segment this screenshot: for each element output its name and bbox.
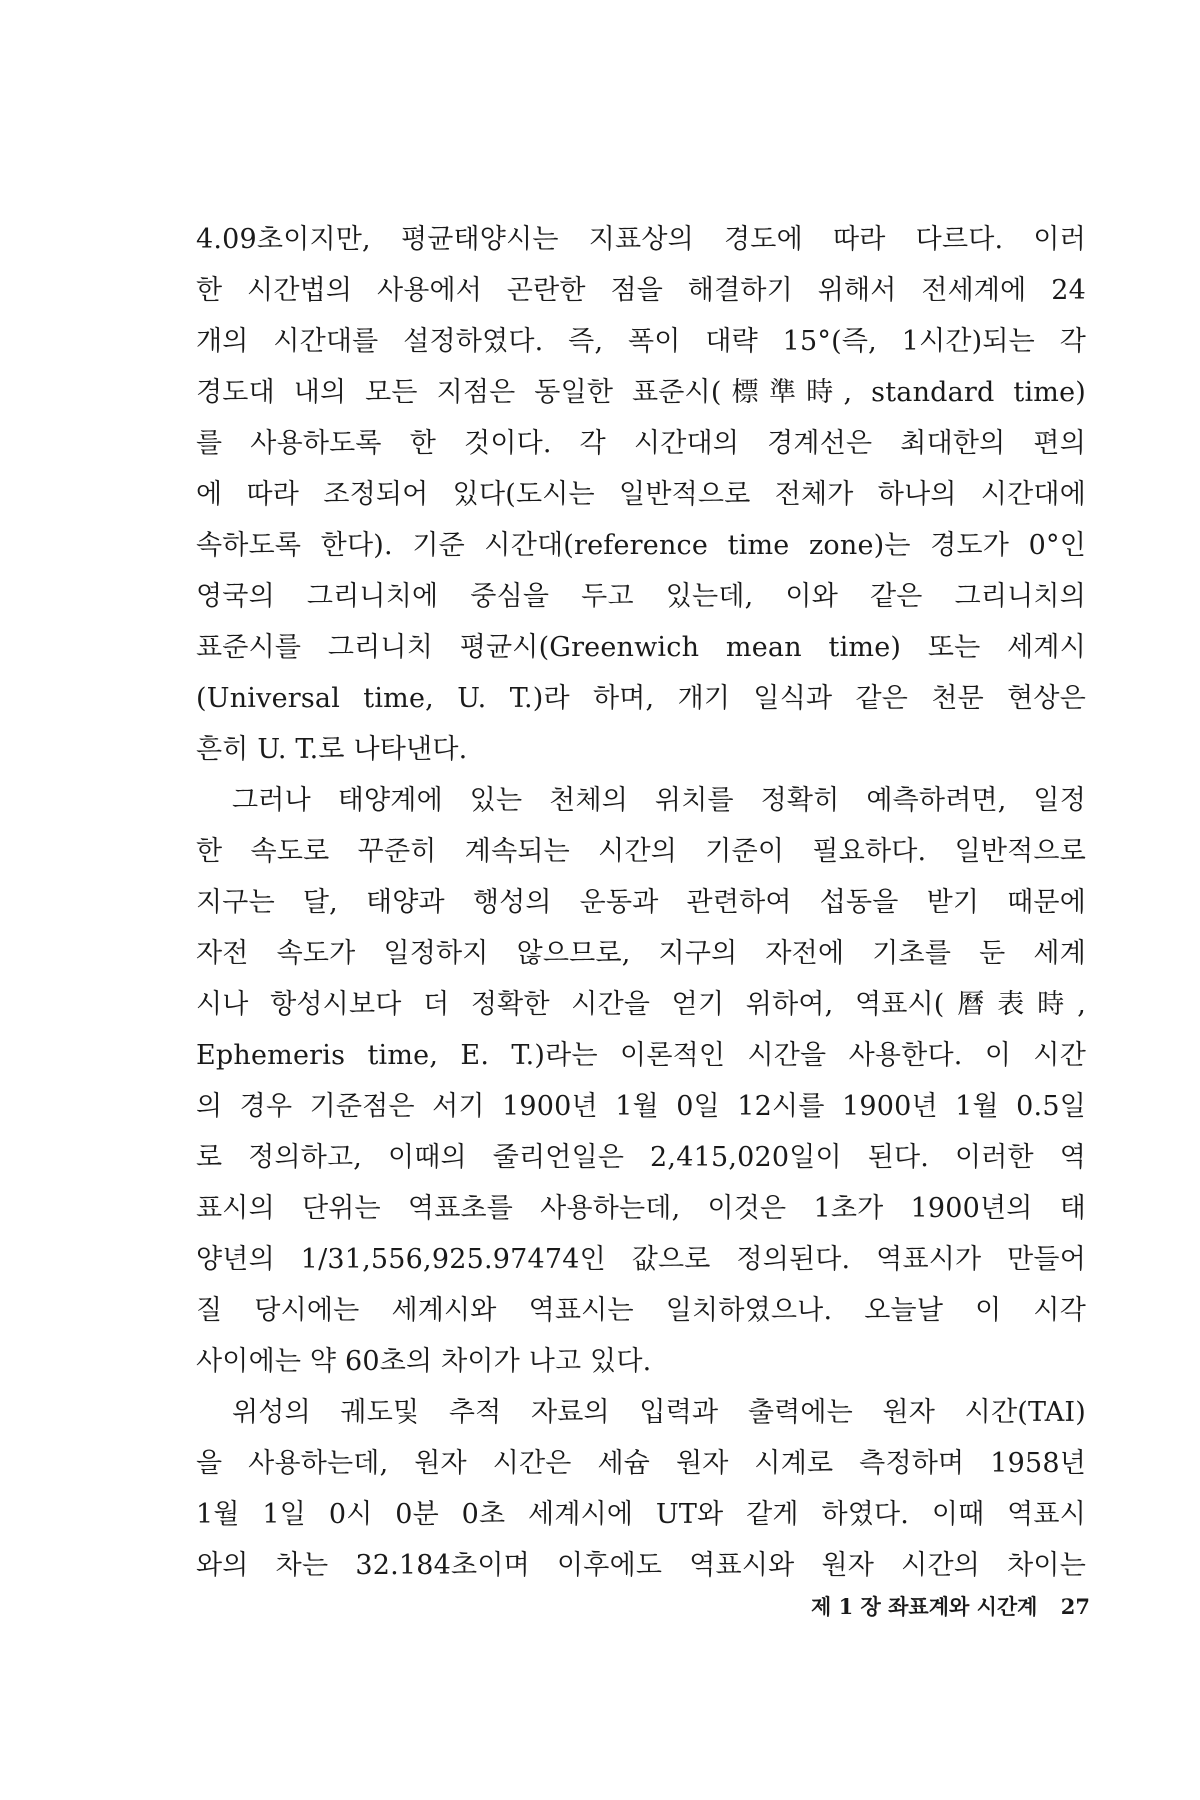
text-line: 표시의 단위는 역표초를 사용하는데, 이것은 1초가 1900년의 태 bbox=[196, 1193, 1086, 1224]
text-line: 흔히 U. T.로 나타낸다. bbox=[196, 734, 468, 765]
text-line: 위성의 궤도및 추적 자료의 입력과 출력에는 원자 시간(TAI) bbox=[232, 1397, 1086, 1428]
text-line: 질 당시에는 세계시와 역표시는 일치하였으나. 오늘날 이 시각 bbox=[196, 1295, 1086, 1326]
text-line: 자전 속도가 일정하지 않으므로, 지구의 자전에 기초를 둔 세계 bbox=[196, 938, 1086, 969]
page-number: 27 bbox=[1060, 1594, 1090, 1619]
text-line: 을 사용하는데, 원자 시간은 세슘 원자 시계로 측정하며 1958년 bbox=[196, 1448, 1086, 1479]
text-line: Ephemeris time, E. T.)라는 이론적인 시간을 사용한다. 이 시간 bbox=[196, 1040, 1086, 1071]
text-line: 영국의 그리니치에 중심을 두고 있는데, 이와 같은 그리니치의 bbox=[196, 581, 1086, 612]
chapter-label: 제 1 장 bbox=[811, 1594, 881, 1619]
text-line: 경도대 내의 모든 지점은 동일한 표준시(標準時, standard time) bbox=[196, 377, 1086, 408]
text-line: 4.09초이지만, 평균태양시는 지표상의 경도에 따라 다르다. 이러 bbox=[196, 224, 1086, 255]
page-footer bbox=[710, 1587, 1090, 1627]
text-line: 에 따라 조정되어 있다(도시는 일반적으로 전체가 하나의 시간대에 bbox=[196, 479, 1086, 510]
text-line: 와의 차는 32.184초이며 이후에도 역표시와 원자 시간의 차이는 bbox=[196, 1550, 1086, 1581]
text-line: 표준시를 그리니치 평균시(Greenwich mean time) 또는 세계시 bbox=[196, 632, 1086, 663]
text-line: 시나 항성시보다 더 정확한 시간을 얻기 위하여, 역표시(曆表時, bbox=[196, 989, 1086, 1020]
text-line: 로 정의하고, 이때의 줄리언일은 2,415,020일이 된다. 이러한 역 bbox=[196, 1142, 1086, 1173]
text-line: 1월 1일 0시 0분 0초 세계시에 UT와 같게 하였다. 이때 역표시 bbox=[196, 1499, 1086, 1530]
text-line: 한 시간법의 사용에서 곤란한 점을 해결하기 위해서 전세계에 24 bbox=[196, 275, 1086, 306]
text-line: 의 경우 기준점은 서기 1900년 1월 0일 12시를 1900년 1월 0.5일 bbox=[196, 1091, 1086, 1122]
text-line: 지구는 달, 태양과 행성의 운동과 관련하여 섭동을 받기 때문에 bbox=[196, 887, 1086, 918]
text-line: 한 속도로 꾸준히 계속되는 시간의 기준이 필요하다. 일반적으로 bbox=[196, 836, 1086, 867]
chapter-title: 좌표계와 시간계 bbox=[888, 1594, 1038, 1619]
text-line: 사이에는 약 60초의 차이가 나고 있다. bbox=[196, 1346, 652, 1377]
text-line: (Universal time, U. T.)라 하며, 개기 일식과 같은 천문 현상은 bbox=[196, 683, 1086, 714]
text-line: 양년의 1/31,556,925.97474인 값으로 정의된다. 역표시가 만들어 bbox=[196, 1244, 1086, 1275]
text-line: 를 사용하도록 한 것이다. 각 시간대의 경계선은 최대한의 편의 bbox=[196, 428, 1086, 459]
page-body bbox=[196, 214, 1086, 1591]
text-line: 개의 시간대를 설정하였다. 즉, 폭이 대략 15°(즉, 1시간)되는 각 bbox=[196, 326, 1086, 357]
text-line: 그러나 태양계에 있는 천체의 위치를 정확히 예측하려면, 일정 bbox=[232, 785, 1086, 816]
text-line: 속하도록 한다). 기준 시간대(reference time zone)는 경도가 0°인 bbox=[196, 530, 1086, 561]
